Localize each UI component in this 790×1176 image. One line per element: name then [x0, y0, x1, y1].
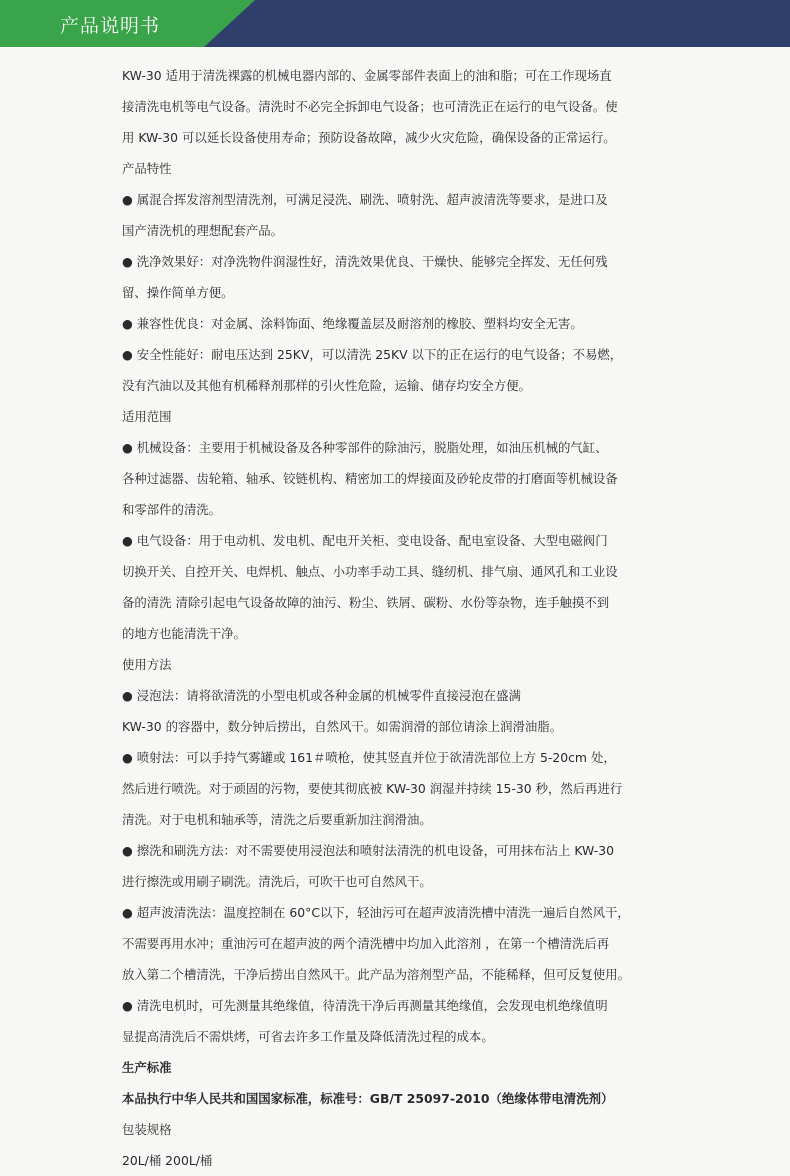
text-line: 20L/桶 200L/桶	[122, 1153, 213, 1168]
text-line: ● 擦洗和刷洗方法：对不需要使用浸泡法和喷射法清洗的机电设备，可用抹布沾上 KW-30	[122, 843, 615, 858]
text-line: 进行擦洗或用刷子刷洗。清洗后，可吹干也可自然风干。	[122, 874, 432, 889]
text-line: 用 KW-30 可以延长设备使用寿命；预防设备故障，减少火灾危险，确保设备的正常运行。	[122, 130, 616, 145]
text-line: ● 机械设备：主要用于机械设备及各种零部件的除油污，脱脂处理，如油压机械的气缸、	[122, 440, 608, 455]
text-line: 接清洗电机等电气设备。清洗时不必完全拆卸电气设备；也可清洗正在运行的电气设备。使	[122, 99, 618, 114]
text-line: ● 安全性能好：耐电压达到 25KV，可以清洗 25KV 以下的正在运行的电气设备；不易燃，	[122, 347, 623, 362]
text-line: ● 清洗电机时，可先测量其绝缘值，待清洗干净后再测量其绝缘值，会发现电机绝缘值明	[122, 998, 608, 1013]
text-line: 各种过滤器、齿轮箱、轴承、铰链机构、精密加工的焊接面及砂轮皮带的打磨面等机械设备	[122, 471, 618, 486]
text-line: 本品执行中华人民共和国国家标准，标准号：GB/T 25097-2010（绝缘体带电清洗剂）	[122, 1091, 614, 1106]
text-line: ● 喷射法：可以手持气雾罐或 161＃喷枪，使其竖直并位于欲清洗部位上方 5-20cm 处，	[122, 750, 616, 765]
text-line: ● 兼容性优良：对金属、涂料饰面、绝缘覆盖层及耐溶剂的橡胶、塑料均安全无害。	[122, 316, 583, 331]
text-line: 和零部件的清洗。	[122, 502, 222, 517]
text-line: 备的清洗 清除引起电气设备故障的油污、粉尘、铁屑、碳粉、水份等杂物，连手触摸不到	[122, 595, 610, 610]
text-line: 生产标准	[122, 1060, 172, 1075]
page-title: 产品说明书	[60, 15, 161, 37]
document-body	[122, 60, 672, 1176]
text-line: 包装规格	[122, 1122, 172, 1137]
text-line: 放入第二个槽清洗，干净后捞出自然风干。此产品为溶剂型产品，不能稀释，但可反复使用。	[122, 967, 631, 982]
text-line: KW-30 的容器中，数分钟后捞出，自然风干。如需润滑的部位请涂上润滑油脂。	[122, 719, 563, 734]
text-line: 切换开关、自控开关、电焊机、触点、小功率手动工具、缝纫机、排气扇、通风孔和工业设	[122, 564, 618, 579]
text-line: 清洗。对于电机和轴承等，清洗之后要重新加注润滑油。	[122, 812, 432, 827]
text-line: 的地方也能清洗干净。	[122, 626, 246, 641]
text-line: ● 浸泡法：请将欲清洗的小型电机或各种金属的机械零件直接浸泡在盛满	[122, 688, 521, 703]
text-line: ● 超声波清洗法：温度控制在 60°C以下，轻油污可在超声波清洗槽中清洗一遍后自然风干，	[122, 905, 630, 920]
text-line: 然后进行喷洗。对于顽固的污物，要使其彻底被 KW-30 润湿并持续 15-30 秒，然后再进行	[122, 781, 623, 796]
text-line: 显提高清洗后不需烘烤，可省去许多工作量及降低清洗过程的成本。	[122, 1029, 494, 1044]
text-line: 不需要再用水冲；重油污可在超声波的两个清洗槽中均加入此溶剂 ，在第一个槽清洗后再	[122, 936, 610, 951]
text-line: 国产清洗机的理想配套产品。	[122, 223, 284, 238]
text-line: 没有汽油以及其他有机稀释剂那样的引火性危险，运输、储存均安全方便。	[122, 378, 531, 393]
text-line: ● 电气设备：用于电动机、发电机、配电开关柜、变电设备、配电室设备、大型电磁阀门	[122, 533, 608, 548]
text-line: ● 洗净效果好：对净洗物件润湿性好，清洗效果优良、干燥快、能够完全挥发、无任何残	[122, 254, 608, 269]
text-line: 适用范围	[122, 409, 172, 424]
text-line: KW-30 适用于清洗裸露的机械电器内部的、金属零部件表面上的油和脂；可在工作现场直	[122, 68, 612, 83]
text-line: 使用方法	[122, 657, 172, 672]
header-bar	[0, 0, 790, 47]
text-line: 产品特性	[122, 161, 172, 176]
text-line: ● 属混合挥发溶剂型清洗剂，可满足浸洗、刷洗、喷射洗、超声波清洗等要求，是进口及	[122, 192, 608, 207]
text-line: 留、操作简单方便。	[122, 285, 234, 300]
